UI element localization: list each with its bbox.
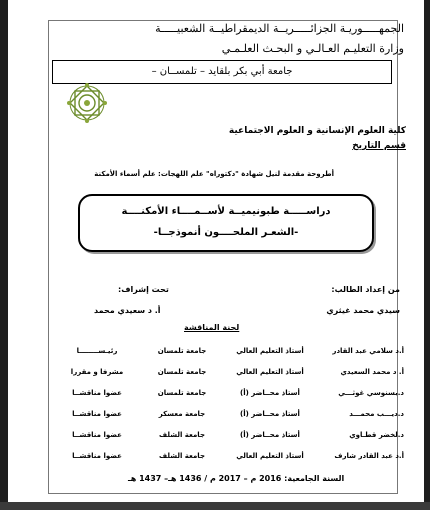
committee-row xyxy=(54,340,404,361)
member-role: عضوا مناقشــا xyxy=(72,451,122,460)
member-rank: أستاذ محــاضر (أ) xyxy=(240,388,300,397)
document-page xyxy=(8,0,424,502)
member-rank: أستاذ محــاضر (أ) xyxy=(240,409,300,418)
department-name: قسم التاريخ xyxy=(352,141,406,151)
thesis-title: دراســـــة طبونيميــة لأســمــــاء الأمكنــــة xyxy=(121,206,331,217)
viewer-frame-left xyxy=(0,0,8,510)
university-emblem-icon xyxy=(66,82,108,124)
supervisor-name: أ. د سعيدي محمد xyxy=(94,306,161,315)
member-university: جامعة الشلف xyxy=(159,451,205,460)
member-role: عضوا مناقشــا xyxy=(72,409,122,418)
academic-year: السنة الجامعية: 2016 م – 2017 م / 1436 هـ– 1437 هـ xyxy=(128,474,345,483)
member-name: د.لخضر قطـاوي xyxy=(349,430,404,439)
thesis-subtitle: -الشعـر الملحــــون أنموذجــا- xyxy=(153,227,299,238)
member-role: عضوا مناقشــا xyxy=(72,430,122,439)
member-university: جامعة الشلف xyxy=(159,430,205,439)
thesis-title-box xyxy=(78,194,374,252)
member-rank: أستاذ التعليم العالي xyxy=(236,367,304,376)
committee-row xyxy=(54,424,404,445)
republic-header: الجمهـــــوريـة الجزائـــــريــة الديمقراطيــة الشعبيـــــة xyxy=(155,22,404,35)
faculty-name: كلية العلوم الإنسانية و العلوم الاجتماعية xyxy=(228,126,406,136)
viewer-frame-right xyxy=(424,0,430,510)
member-university: جامعة تلمسان xyxy=(157,367,207,376)
committee-row xyxy=(54,382,404,403)
member-rank: أستاذ التعليم العالي xyxy=(236,451,304,460)
member-name: أ.د سلامي عبد القادر xyxy=(332,346,404,355)
member-rank: أستاذ محــاضر (أ) xyxy=(240,430,300,439)
member-name: أ.د عبد القادر شارف xyxy=(334,451,404,460)
member-rank: أستاذ التعليم العالي xyxy=(236,346,304,355)
committee-heading: لجنة المناقشة xyxy=(184,323,240,332)
member-university: جامعة تلمسان xyxy=(157,346,207,355)
member-name: أ. د محمد السعيدي xyxy=(340,367,404,376)
student-label: من إعداد الطالب: xyxy=(331,285,400,294)
committee-table xyxy=(54,340,404,466)
viewer-frame-bottom xyxy=(0,502,430,510)
member-role: رئيـســــــــا xyxy=(76,346,118,355)
supervisor-label: تحت إشراف: xyxy=(118,285,169,294)
thesis-description: أطروحة مقدمة لنيل شهادة "دكتوراه" علم اللهجات: علم أسماء الأمكنة xyxy=(94,170,334,178)
committee-row xyxy=(54,403,404,424)
committee-row xyxy=(54,361,404,382)
committee-row xyxy=(54,445,404,466)
member-role: مشرفا و مقررا xyxy=(70,367,124,376)
ministry-header: وزارة التعليـم العـالـي و البحـث العلـمـي xyxy=(221,42,404,55)
member-role: عضوا مناقشــا xyxy=(72,388,122,397)
university-name-box: جامعة أبي بكر بلقايد – تلمســان – xyxy=(52,60,392,84)
member-name: د.ديـــب محمـــد xyxy=(349,409,404,418)
member-university: جامعة معسكر xyxy=(158,409,206,418)
student-name: سيدي محمد غيثري xyxy=(326,306,400,315)
member-university: جامعة تلمسان xyxy=(157,388,207,397)
member-name: د.بسنوسي غوثـــي xyxy=(338,388,404,397)
